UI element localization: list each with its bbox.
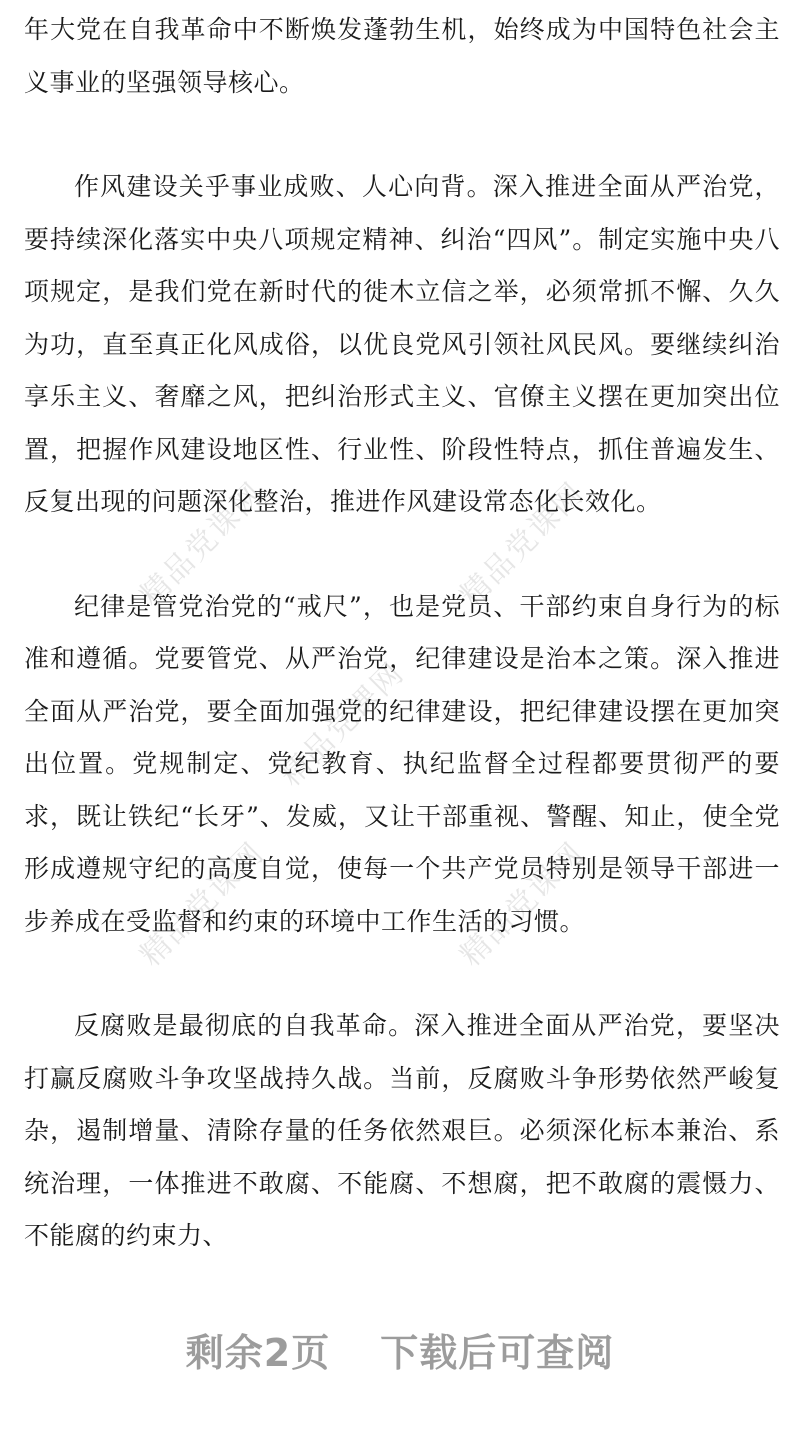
paragraph: 反腐败是最彻底的自我革命。深入推进全面从严治党，要坚决打赢反腐败斗争攻坚战持久战。当前，反腐败斗争形势依然严峻复杂，遏制增量、清除存量的任务依然艰巨。必须深化标本兼治、系统治理，一体推进不敢腐、不能腐、不想腐，把不敢腐的震慑力、不能腐的约束力、: [24, 1011, 780, 1250]
watermark: 精品党课网: [133, 475, 272, 614]
paragraph-gap: [24, 948, 780, 1000]
download-prompt-banner[interactable]: [0, 1322, 800, 1377]
remaining-pages-label: 剩余2页: [185, 1331, 331, 1375]
paragraph-gap: [24, 529, 780, 581]
paragraph: 年大党在自我革命中不断焕发蓬勃生机，始终成为中国特色社会主义事业的坚强领导核心。: [24, 15, 780, 97]
download-to-view-label: 下载后可查阅: [380, 1331, 615, 1375]
paragraph: 纪律是管党治党的“戒尺”，也是党员、干部约束自身行为的标准和遵循。党要管党、从严治党，纪律建设是治本之策。深入推进全面从严治党，要全面加强党的纪律建设，把纪律建设摆在更加突出位置。党规制定、党纪教育、执纪监督全过程都要贯彻严的要求，既让铁纪“长牙”、发威，又让干部重视、警醒、知止，使全党形成遵规守纪的高度自觉，使每一个共产党员特别是领导干部进一步养成在受监督和约束的环境中工作生活的习惯。: [24, 591, 780, 936]
watermark: 精品党课网: [453, 475, 592, 614]
paragraph: 作风建设关乎事业成败、人心向背。深入推进全面从严治党，要持续深化落实中央八项规定精神、纠治“四风”。制定实施中央八项规定，是我们党在新时代的徙木立信之举，必须常抓不懈、久久为功，直至真正化风成俗，以优良党风引领社风民风。要继续纠治享乐主义、奢靡之风，把纠治形式主义、官僚主义摆在更加突出位置，把握作风建设地区性、行业性、阶段性特点，抓住普遍发生、反复出现的问题深化整治，推进作风建设常态化长效化。: [24, 172, 780, 516]
watermark: 精品党课网: [273, 655, 412, 794]
document-body: [24, 4, 780, 1263]
watermark: 精品党课网: [453, 835, 592, 974]
paragraph-gap: [24, 109, 780, 161]
watermark: 精品党课网: [133, 835, 272, 974]
